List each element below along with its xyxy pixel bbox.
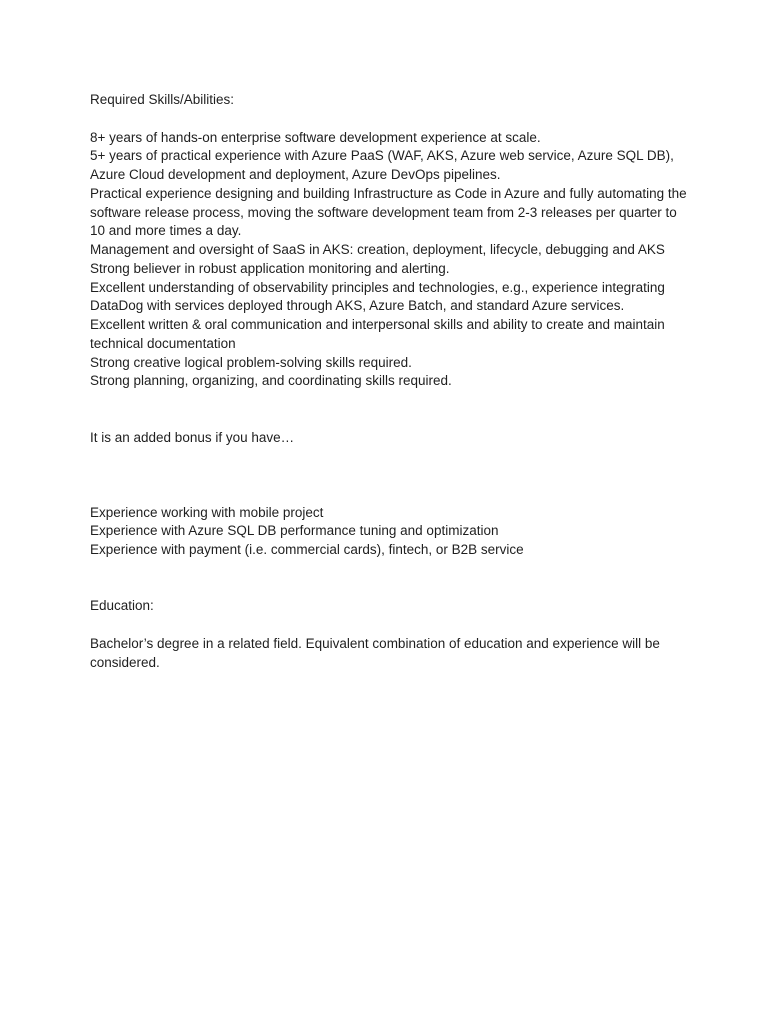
spacer	[90, 447, 690, 503]
skill-item: 8+ years of hands-on enterprise software development experience at scale.	[90, 129, 541, 145]
education-heading: Education:	[90, 598, 154, 614]
spacer	[90, 616, 690, 635]
spacer	[90, 110, 690, 129]
bonus-item: Experience with payment (i.e. commercial cards), fintech, or B2B service	[90, 542, 524, 557]
bonus-list	[90, 504, 690, 560]
skill-item: Practical experience designing and building Infrastructure as Code in Azure and fully automating the software release process, moving the software development team from 2-3 releases per quarter to 10 and more times a day.	[90, 185, 687, 239]
skill-item: Strong planning, organizing, and coordinating skills required.	[90, 373, 452, 389]
education-text: Bachelor’s degree in a related field. Equivalent combination of education and experience will be considered.	[90, 635, 660, 670]
skills-list	[90, 129, 690, 392]
bonus-item: Experience working with mobile project	[90, 504, 324, 520]
skill-item: Excellent understanding of observability principles and technologies, e.g., experience integrating DataDog with services deployed through AKS, Azure Batch, and standard Azure services.	[90, 279, 665, 314]
skill-item: Management and oversight of SaaS in AKS: creation, deployment, lifecycle, debugging and AKS	[90, 242, 665, 257]
bonus-heading: It is an added bonus if you have…	[90, 429, 295, 445]
spacer	[90, 391, 690, 429]
spacer	[90, 560, 690, 598]
document-page	[90, 91, 690, 672]
skill-item: Strong creative logical problem-solving skills required.	[90, 354, 412, 370]
skills-heading: Required Skills/Abilities:	[90, 92, 235, 107]
skill-item: Excellent written & oral communication and interpersonal skills and ability to create and maintain technical documentation	[90, 317, 665, 351]
skill-item: Strong believer in robust application monitoring and alerting.	[90, 260, 450, 276]
bonus-item: Experience with Azure SQL DB performance tuning and optimization	[90, 523, 499, 539]
skill-item: 5+ years of practical experience with Azure PaaS (WAF, AKS, Azure web service, Azure SQL DB), Azure Cloud development and deployment, Azure DevOps pipelines.	[90, 148, 674, 182]
